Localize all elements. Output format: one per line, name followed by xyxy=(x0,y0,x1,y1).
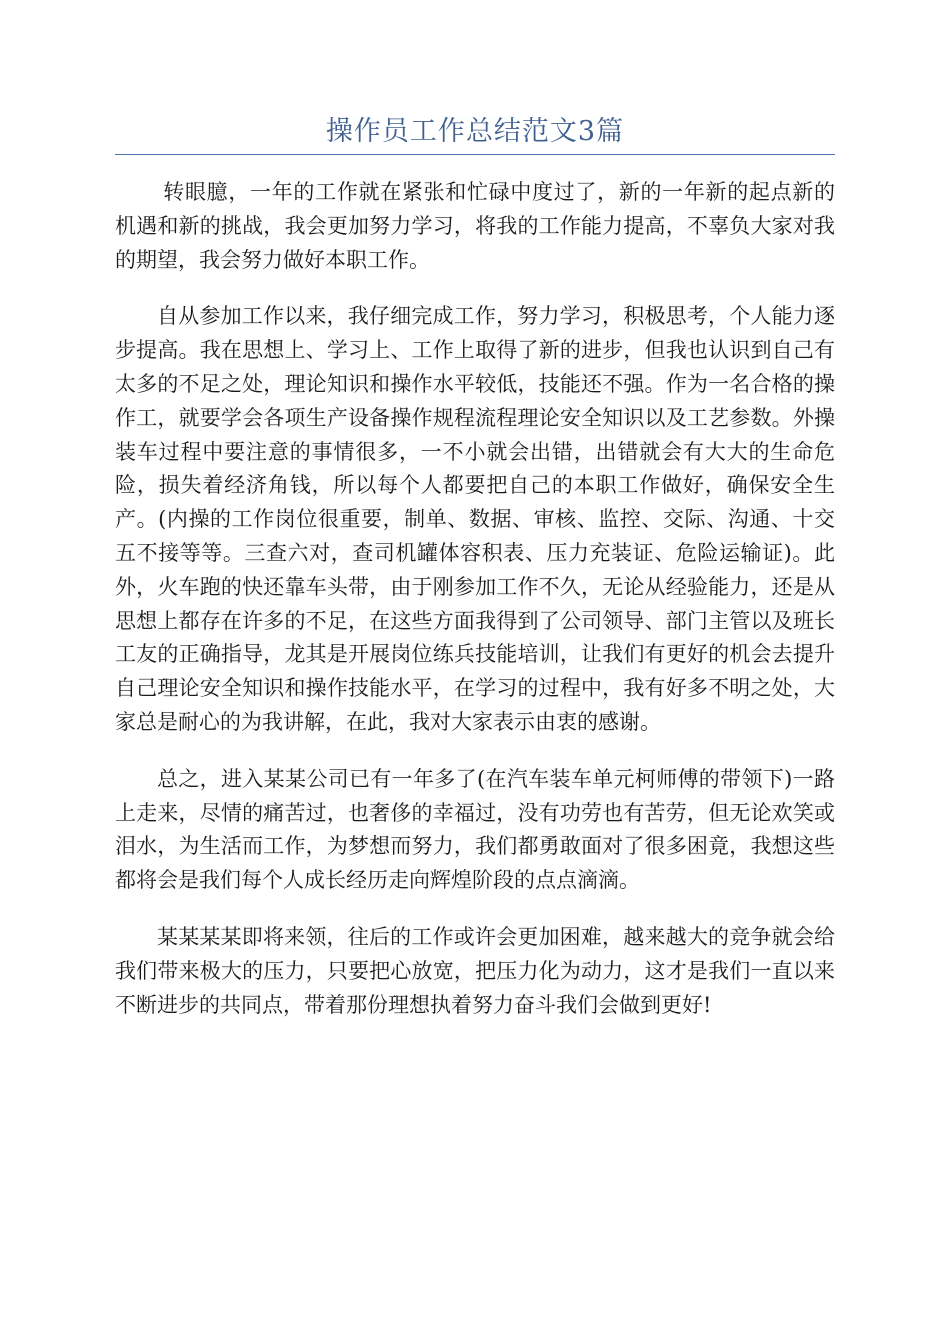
title-underline xyxy=(115,154,835,155)
paragraph-work-experience: 自从参加工作以来，我仔细完成工作，努力学习，积极思考，个人能力逐步提高。我在思想上、学习上、工作上取得了新的进步，但我也认识到自己有太多的不足之处，理论知识和操作水平较低，技能还不强。作为一名合格的操作工，就要学会各项生产设备操作规程流程理论安全知识以及工艺参数。外操装车过程中要注意的事情很多，一不小就会出错，出错就会有大大的生命危险，损失着经济角钱，所以每个人都要把自己的本职工作做好，确保安全生产。(内操的工作岗位很重要，制单、数据、审核、监控、交际、沟通、十交五不接等等。三查六对，查司机罐体容积表、压力充装证、危险运输证)。此外，火车跑的快还靠车头带，由于刚参加工作不久，无论从经验能力，还是从思想上都存在许多的不足，在这些方面我得到了公司领导、部门主管以及班长工友的正确指导，龙其是开展岗位练兵技能培训，让我们有更好的机会去提升自己理论安全知识和操作技能水平，在学习的过程中，我有好多不明之处，大家总是耐心的为我讲解，在此，我对大家表示由衷的感谢。 xyxy=(115,304,835,734)
document-title: 操作员工作总结范文3篇 xyxy=(325,116,625,147)
paragraph-outlook: 某某某某即将来领，往后的工作或许会更加困难，越来越大的竞争就会给我们带来极大的压力，只要把心放宽，把压力化为动力，这才是我们一直以来不断进步的共同点，带着那份理想执着努力奋斗我们会做到更好! xyxy=(115,924,835,1017)
paragraph-intro: 转眼臆，一年的工作就在紧张和忙碌中度过了，新的一年新的起点新的机遇和新的挑战，我会更加努力学习，将我的工作能力提高，不辜负大家对我的期望，我会努力做好本职工作。 xyxy=(115,180,835,272)
paragraph-summary: 总之，进入某某公司已有一年多了(在汽车装车单元柯师傅的带领下)一路上走来，尽情的痛苦过，也奢侈的幸福过，没有功劳也有苦劳，但无论欢笑或泪水，为生活而工作，为梦想而努力，我们都勇敢面对了很多困竟，我想这些都将会是我们每个人成长经历走向辉煌阶段的点点滴滴。 xyxy=(115,766,835,893)
document-body xyxy=(115,176,835,1045)
